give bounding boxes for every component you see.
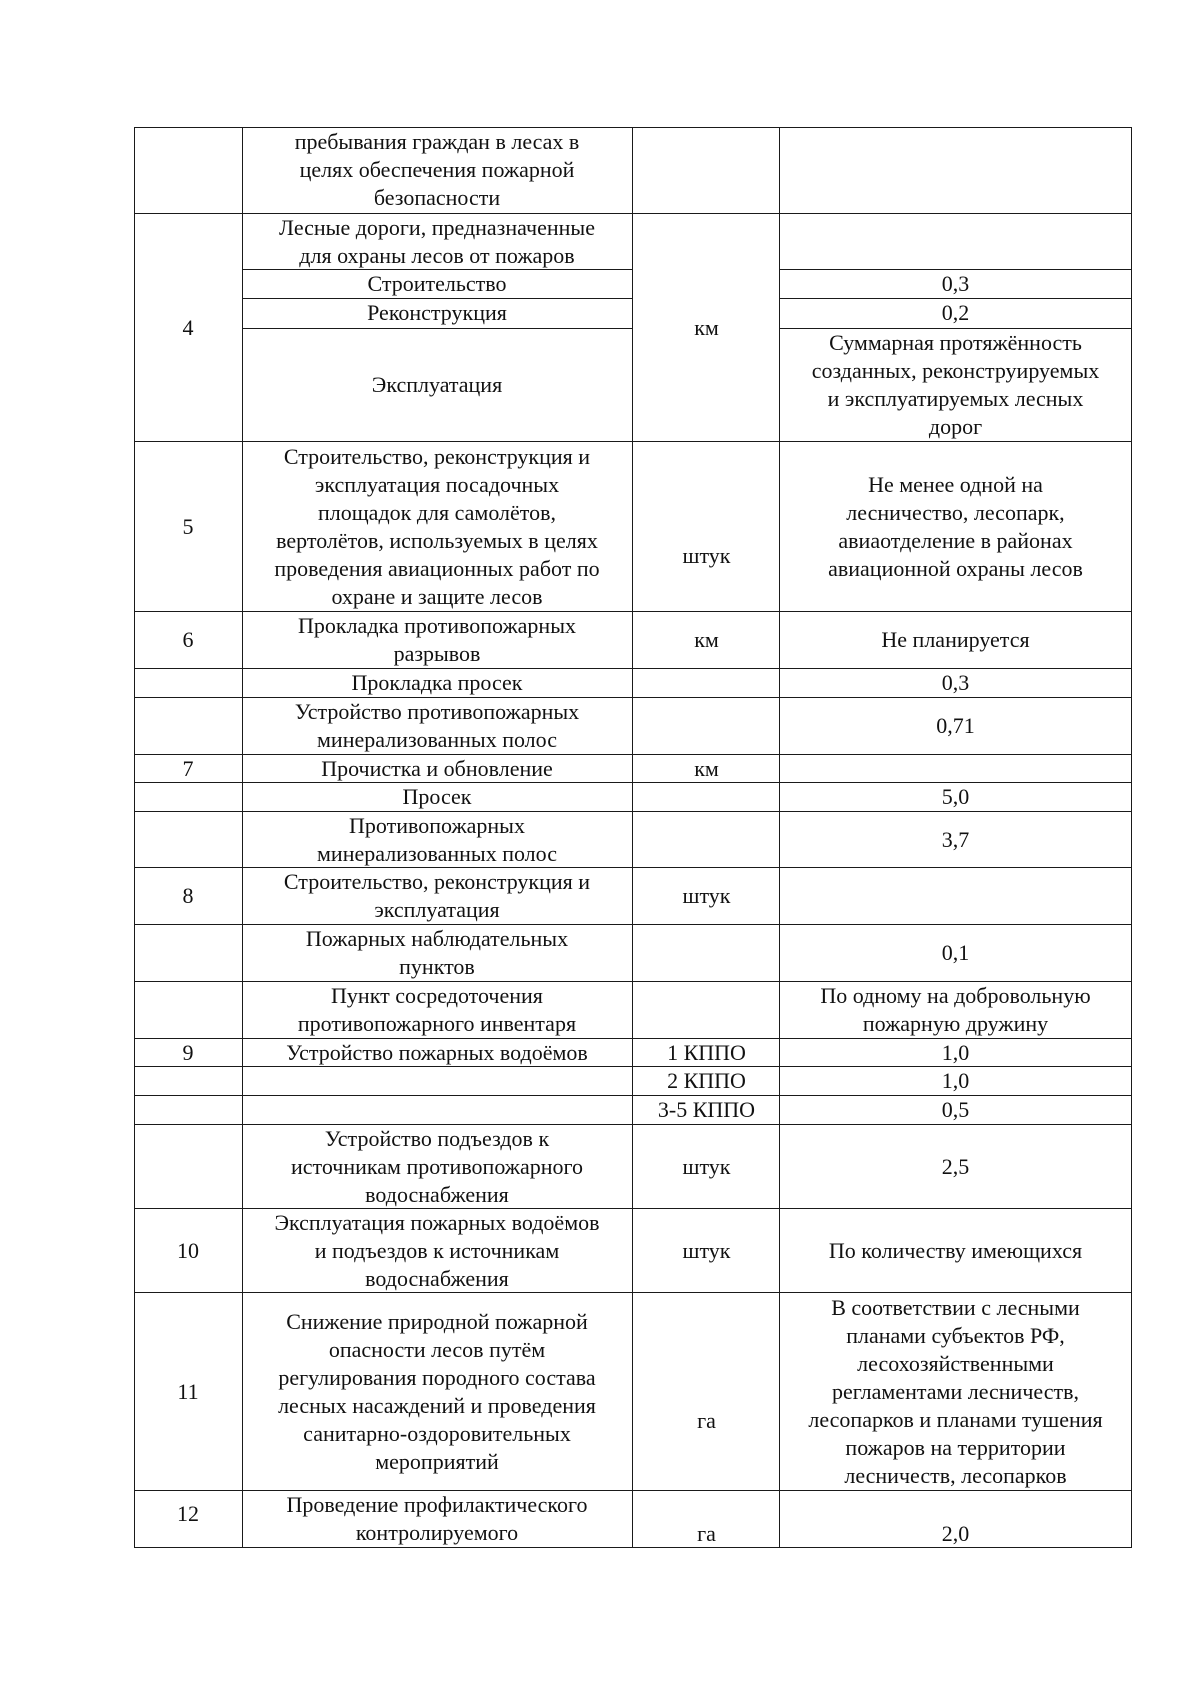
table-cell-name: Устройство противопожарных минерализованных полос bbox=[294, 699, 580, 752]
table-border bbox=[134, 441, 1132, 442]
table-border bbox=[134, 1490, 1132, 1491]
table-cell-unit: км bbox=[694, 315, 719, 340]
table-cell-value: 5,0 bbox=[941, 784, 970, 809]
table-cell-value: 1,0 bbox=[941, 1040, 970, 1065]
table-border bbox=[134, 127, 1132, 128]
table-cell-name: Снижение природной пожарной опасности лесов путём регулирования породного состава лесных насаждений и проведения санитарно-оздоровительных мероприятий bbox=[278, 1309, 596, 1474]
table-cell-number: 10 bbox=[177, 1238, 199, 1263]
table-cell-name: Пожарных наблюдательных пунктов bbox=[305, 926, 569, 979]
table-border bbox=[779, 328, 1132, 329]
table-border bbox=[134, 127, 135, 1548]
table-border bbox=[134, 668, 1132, 669]
table-border bbox=[242, 127, 243, 1548]
table-cell-name: Устройство подъездов к источникам противопожарного водоснабжения bbox=[291, 1126, 583, 1207]
table-cell-number: 8 bbox=[182, 883, 194, 908]
table-cell-unit: км bbox=[694, 756, 719, 781]
table-cell-number: 4 bbox=[182, 315, 194, 340]
table-border bbox=[134, 924, 1132, 925]
table-border bbox=[134, 213, 1132, 214]
table-cell-value: 2,0 bbox=[941, 1521, 970, 1546]
table-border bbox=[134, 611, 1132, 612]
table-cell-unit: 2 КППО bbox=[667, 1068, 746, 1093]
table-cell-value: 0,71 bbox=[936, 713, 975, 738]
table-cell-name: Проведение профилактического контролируемого bbox=[286, 1492, 588, 1545]
table-cell-number: 5 bbox=[182, 514, 194, 539]
table-cell-name: Эксплуатация пожарных водоёмов и подъездов к источникам водоснабжения bbox=[274, 1210, 600, 1291]
table-border bbox=[134, 811, 1132, 812]
table-border bbox=[134, 1066, 1132, 1067]
table-cell-name: Прокладка просек bbox=[351, 670, 523, 695]
table-cell-unit: га bbox=[697, 1521, 716, 1546]
table-border bbox=[1131, 127, 1132, 1548]
table-cell-name: Эксплуатация bbox=[371, 372, 503, 397]
table-cell-number: 11 bbox=[177, 1379, 199, 1404]
table-border bbox=[134, 754, 1132, 755]
table-border bbox=[134, 697, 1132, 698]
table-cell-unit: 1 КППО bbox=[667, 1040, 746, 1065]
table-cell-unit: штук bbox=[682, 1154, 731, 1179]
table-cell-value: 0,3 bbox=[941, 670, 970, 695]
table-cell-value: 0,5 bbox=[941, 1097, 970, 1122]
table-border bbox=[134, 1208, 1132, 1209]
table-border bbox=[134, 867, 1132, 868]
table-border bbox=[779, 127, 780, 1548]
table-border bbox=[242, 328, 633, 329]
table-cell-name: Пункт сосредоточения противопожарного инвентаря bbox=[297, 983, 577, 1036]
table-cell-unit: штук bbox=[682, 883, 731, 908]
table-cell-name: Лесные дороги, предназначенные для охраны лесов от пожаров bbox=[279, 215, 595, 268]
table-border bbox=[134, 1547, 1132, 1548]
table-cell-unit: км bbox=[694, 627, 719, 652]
table-cell-value: 0,1 bbox=[941, 940, 970, 965]
table-border bbox=[134, 1038, 1132, 1039]
table-border bbox=[134, 782, 1132, 783]
table-cell-number: 6 bbox=[182, 627, 194, 652]
table-border bbox=[779, 269, 1132, 270]
table-cell-name: Строительство bbox=[367, 271, 507, 296]
table-border bbox=[779, 298, 1132, 299]
table-cell-name: Строительство, реконструкция и эксплуатация bbox=[283, 869, 591, 922]
table-border bbox=[134, 1095, 1132, 1096]
table-cell-value: В соответствии с лесными планами субъектов РФ, лесохозяйственными регламентами лесничеств, лесопарков и планами тушения пожаров на территории лесничеств, лесопарков bbox=[808, 1295, 1103, 1488]
table-cell-name: Реконструкция bbox=[367, 300, 507, 325]
table-cell-number: 12 bbox=[177, 1500, 199, 1526]
table-cell-name: Прокладка противопожарных разрывов bbox=[298, 613, 576, 666]
table-cell-value: 1,0 bbox=[941, 1068, 970, 1093]
table-border bbox=[242, 298, 633, 299]
table-cell-name: пребывания граждан в лесах в целях обеспечения пожарной безопасности bbox=[294, 129, 580, 210]
table-cell-number: 9 bbox=[182, 1040, 194, 1065]
table-cell-unit: штук bbox=[682, 1238, 731, 1263]
table-cell-value: Не менее одной на лесничество, лесопарк, авиаотделение в районах авиационной охраны лесов bbox=[828, 472, 1083, 581]
table-cell-value: 2,5 bbox=[941, 1154, 970, 1179]
table-cell-name: Прочистка и обновление bbox=[321, 756, 553, 781]
table-cell-value: По одному на добровольную пожарную дружину bbox=[820, 983, 1091, 1036]
table-cell-unit: га bbox=[697, 1407, 716, 1433]
table-cell-name: Противопожарных минерализованных полос bbox=[317, 813, 557, 866]
table-cell-value: 0,2 bbox=[941, 300, 970, 325]
table-cell-name: Устройство пожарных водоёмов bbox=[286, 1040, 588, 1065]
table-cell-number: 7 bbox=[182, 756, 194, 781]
table-border bbox=[134, 1124, 1132, 1125]
table-cell-value: 3,7 bbox=[941, 827, 970, 852]
table-cell-value: Суммарная протяжённость созданных, реконструируемых и эксплуатируемых лесных дорог bbox=[811, 330, 1100, 439]
table-border bbox=[134, 1292, 1132, 1293]
table-cell-unit: штук bbox=[682, 543, 731, 568]
table-cell-value: По количеству имеющихся bbox=[828, 1238, 1083, 1263]
table-cell-name: Просек bbox=[402, 784, 472, 809]
table-cell-unit: 3-5 КППО bbox=[657, 1097, 756, 1122]
table-cell-value: Не планируется bbox=[881, 627, 1030, 652]
table-border bbox=[632, 127, 633, 1548]
table-cell-value: 0,3 bbox=[941, 271, 970, 296]
table-cell-name: Строительство, реконструкция и эксплуатация посадочных площадок для самолётов, вертолётов, используемых в целях проведения авиационных работ по охране и защите лесов bbox=[274, 444, 600, 609]
table-border bbox=[242, 269, 633, 270]
table-border bbox=[134, 981, 1132, 982]
